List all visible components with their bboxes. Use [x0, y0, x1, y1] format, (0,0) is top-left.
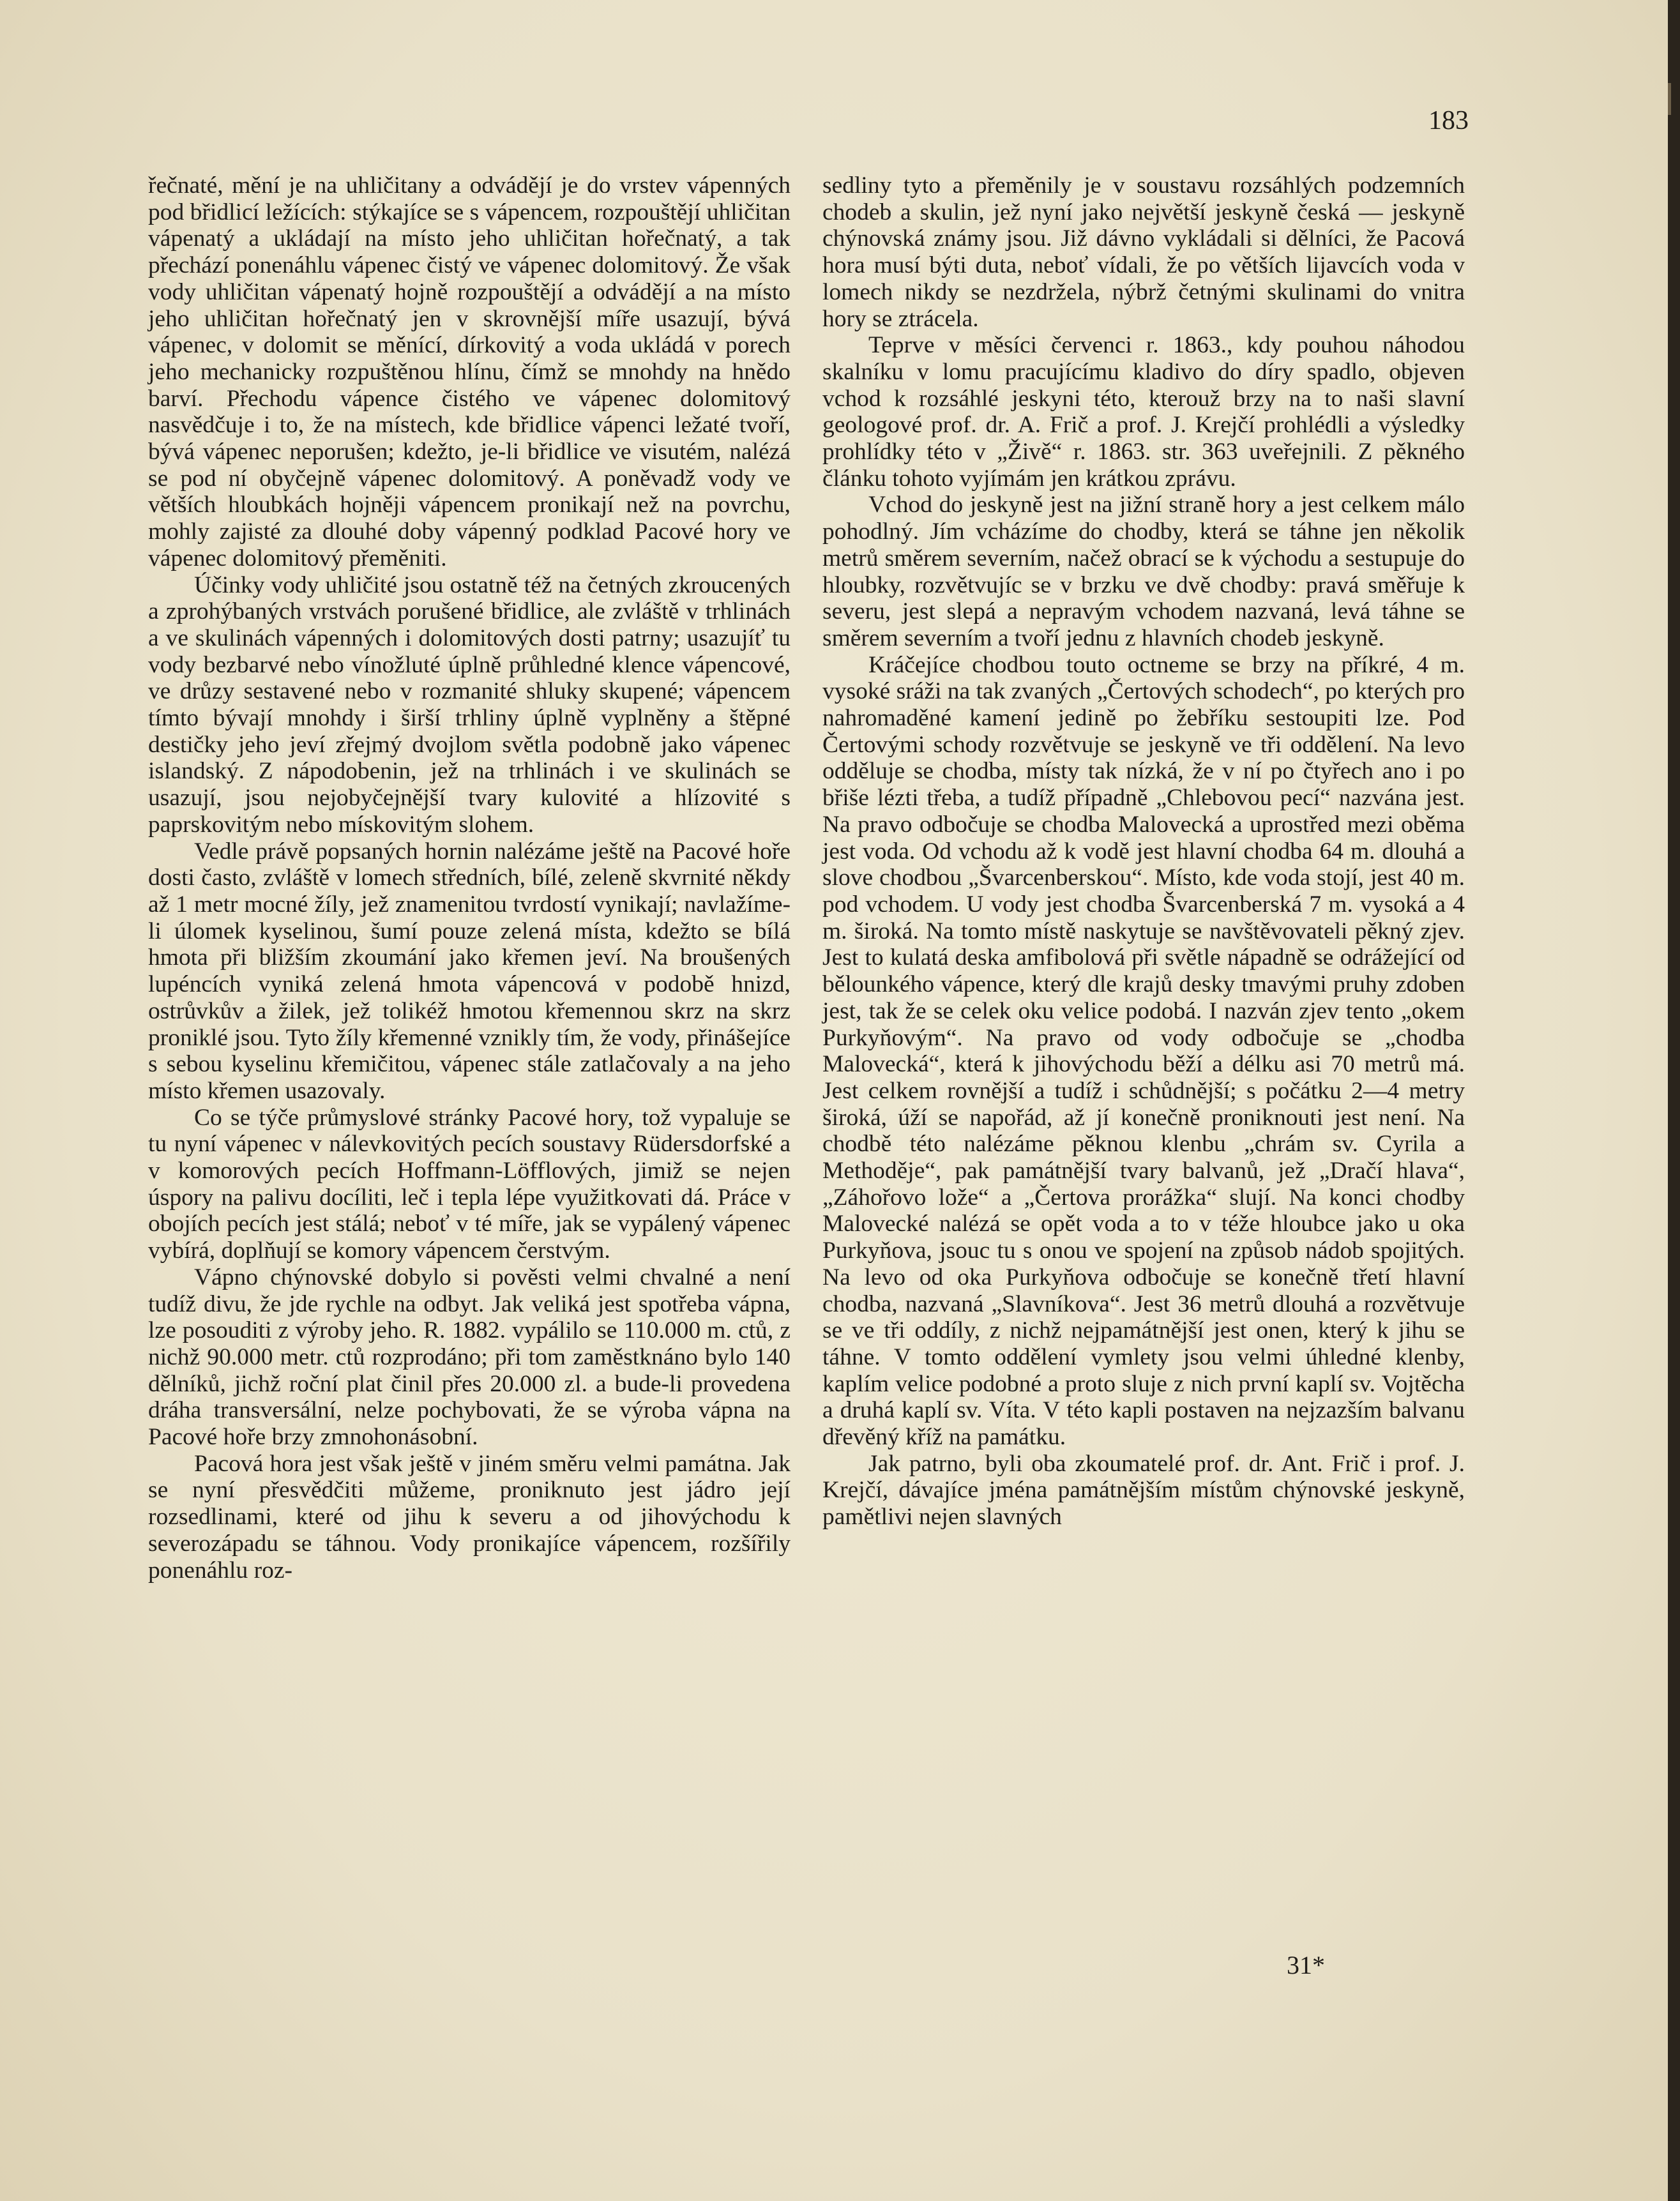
page-edge [1668, 0, 1680, 2201]
left-column [148, 172, 791, 1584]
paragraph: Vedle právě popsaných hornin nalézáme ještě na Pacové hoře dosti často, zvláště v lomech středních, bílé, zeleně skvrnité někdy až 1 metr mocné žíly, jež znamenitou tvrdostí vynikají; navlažíme-li úlomek kyselinou, šumí pouze zelená místa, kdežto se bílá hmota při bližším zkoumání jako křemen jeví. Na broušených lupéncích vyniká zelená hmota vápencová v podobě hnizd, ostrůvkův a žilek, jež tolikéž hmotou křemennou skrz na skrz proniklé jsou. Tyto žíly křemenné vznikly tím, že vody, přinášejíce s sebou kyselinu křemičitou, vápenec stále zatlačovaly a na jeho místo křemen usazovaly. [148, 838, 791, 1104]
paragraph: Teprve v měsíci červenci r. 1863., kdy pouhou náhodou skalníku v lomu pracujícímu kladivo do díry spadlo, objeven vchod k rozsáhlé jeskyni této, kterouž brzy na to naši slavní geologové prof. dr. A. Frič a prof. J. Krejčí prohlédli a výsledky prohlídky této v „Živě“ r. 1863. str. 363 uveřejnili. Z pěkného článku tohoto vyjímám jen krátkou zprávu. [822, 332, 1465, 492]
paragraph: Vchod do jeskyně jest na jižní straně hory a jest celkem málo pohodlný. Jím vcházíme do chodby, která se táhne jen několik metrů směrem severním, načež obrací se k východu a sestupuje do hloubky, rozvětvujíc se v brzku ve dvě chodby: pravá směřuje k severu, jest slepá a nepravým vchodem nazvaná, levá táhne se směrem severním a tvoří jednu z hlavních chodeb jeskyně. [822, 492, 1465, 651]
paragraph: Pacová hora jest však ještě v jiném směru velmi památna. Jak se nyní přesvědčiti můžeme, proniknuto jest jádro její rozsedlinami, které od jihu k severu a od jihovýchodu k severozápadu se táhnou. Vody pronikajíce vápencem, rozšířily ponenáhlu roz- [148, 1450, 791, 1584]
paragraph: Co se týče průmyslové stránky Pacové hory, tož vypaluje se tu nyní vápenec v nálevkovitých pecích soustavy Rüdersdorfské a v komorových pecích Hoffmann-Löfflových, jimiž se nejen úspory na palivu docíliti, leč i tepla lépe využitkovati dá. Práce v obojích pecích jest stálá; neboť v té míře, jak se vypálený vápenec vybírá, doplňují se komory vápencem čerstvým. [148, 1104, 791, 1264]
paragraph: Kráčejíce chodbou touto octneme se brzy na příkré, 4 m. vysoké sráži na tak zvaných „Čertových schodech“, po kterých pro nahromaděné kamení jedině po žebříku sestoupiti lze. Pod Čertovými schody rozvětvuje se jeskyně ve tři oddělení. Na levo odděluje se chodba, místy tak nízká, že v ní po čtyřech ano i po břiše lézti třeba, a tudíž případně „Chlebovou pecí“ nazvána jest. Na pravo odbočuje se chodba Malovecká a uprostřed mezi oběma jest voda. Od vchodu až k vodě jest hlavní chodba 64 m. dlouhá a slove chodbou „Švarcenberskou“. Místo, kde voda stojí, jest 40 m. pod vchodem. U vody jest chodba Švarcenberská 7 m. vysoká a 4 m. široká. Na tomto místě naskytuje se navštěvovateli pěkný zjev. Jest to kulatá deska amfibolová při světle nápadně se odrážející od bělounkého vápence, který dle krajů desky tmavými pruhy zdoben jest, tak že se celek oku velice podobá. I nazván zjev tento „okem Purkyňovým“. Na pravo od vody odbočuje se „chodba Malovecká“, která k jihovýchodu běží a délku asi 70 metrů má. Jest celkem rovnější a tudíž i schůdnější; s počátku 2—4 metry široká, úží se napořád, až jí konečně proniknouti jest není. Na chodbě této nalézáme pěknou klenbu „chrám sv. Cyrila a Methoděje“, pak památnější tvary balvanů, jež „Dračí hlava“, „Záhořovo lože“ a „Čertova prorážka“ slují. Na konci chodby Malovecké nalézá se opět voda a to v téže hloubce jako u oka Purkyňova, jsouc tu s onou ve spojení na způsob nádob spojitých. Na levo od oka Purkyňova odbočuje se konečně třetí hlavní chodba, nazvaná „Slavníkova“. Jest 36 metrů dlouhá a rozvětvuje se ve tři oddíly, z nichž nejpamátnější jest onen, který k jihu se táhne. V tomto oddělení vymlety jsou velmi úhledné klenby, kaplím velice podobné a proto sluje z nich první kaplí sv. Vojtěcha a druhá kaplí sv. Víta. V této kapli postaven na nejzazším balvanu dřevěný kříž na památku. [822, 651, 1465, 1451]
paragraph: Jak patrno, byli oba zkoumatelé prof. dr. Ant. Frič i prof. J. Krejčí, dávajíce jména památnějším místům chýnovské jeskyně, pamětlivi nejen slavných [822, 1450, 1465, 1531]
right-column [822, 172, 1465, 1531]
paragraph: sedliny tyto a přeměnily je v soustavu rozsáhlých podzemních chodeb a skulin, jež nyní jako největší jeskyně česká — jeskyně chýnovská známy jsou. Již dávno vykládali si dělníci, že Pacová hora musí býti duta, neboť vídali, že po větších lijavcích voda v lomech nikdy se nezdržela, nýbrž četnými skulinami do vnitra hory se ztrácela. [822, 172, 1465, 332]
signature-mark: 31* [1287, 1951, 1325, 1979]
page-number: 183 [1428, 106, 1469, 135]
paragraph: Vápno chýnovské dobylo si pověsti velmi chvalné a není tudíž divu, že jde rychle na odbyt. Jak veliká jest spotřeba vápna, lze posouditi z výroby jeho. R. 1882. vypálilo se 110.000 m. ctů, z nichž 90.000 metr. ctů rozprodáno; při tom zaměstknáno bylo 140 dělníků, jichž roční plat činil přes 20.000 zl. a bude-li provedena dráha transversální, nelze pochybovati, že se výroba vápna na Pacové hoře brzy zmnohonásobní. [148, 1264, 791, 1451]
paragraph: řečnaté, mění je na uhličitany a odvádějí je do vrstev vápenných pod břidlicí ležících: stýkajíce se s vápencem, rozpouštějí uhličitan vápenatý a ukládají na místo jeho uhličitan hořečnatý, a tak přechází ponenáhlu vápenec čistý ve vápenec dolomitový. Že však vody uhličitan vápenatý hojně rozpouštějí a odvádějí a na místo jeho uhličitan hořečnatý jen v skrovnější míře usazují, bývá vápenec, v dolomit se měnící, dírkovitý a voda ukládá v porech jeho mechanicky rozpuštěnou hlínu, čímž se mnohdy na hnědo barví. Přechodu vápence čistého ve vápenec dolomitový nasvědčuje i to, že na místech, kde břidlice vápenci ležaté tvoří, bývá vápenec neporušen; kdežto, je-li břidlice ve visutém, nalézá se pod ní obyčejně vápenec dolomitový. A poněvadž vody ve větších hloubkách hojněji vápencem pronikají než na povrchu, mohly zajisté za dlouhé doby vápenný podklad Pacové hory ve vápenec dolomitový přeměniti. [148, 172, 791, 571]
paragraph: Účinky vody uhličité jsou ostatně též na četných zkroucených a zprohýbaných vrstvách porušené břidlice, ale zvláště v trhlinách a ve skulinách vápenných i dolomitových dosti patrny; usazujíť tu vody bezbarvé nebo vínožluté úplně průhledné klence vápencové, ve drůzy sestavené nebo v rozmanité shluky skupené; vápencem tímto bývají mnohdy i širší trhliny úplně vyplněny a štěpné destičky jeho jeví zřejmý dvojlom světla podobně jako vápenec islandský. Z nápodobenin, jež na trhlinách i ve skulinách se usazují, jsou nejobyčejnější tvary kulovité a hlízovité s paprskovitým nebo mískovitým slohem. [148, 571, 791, 838]
edge-mark [1668, 83, 1671, 115]
